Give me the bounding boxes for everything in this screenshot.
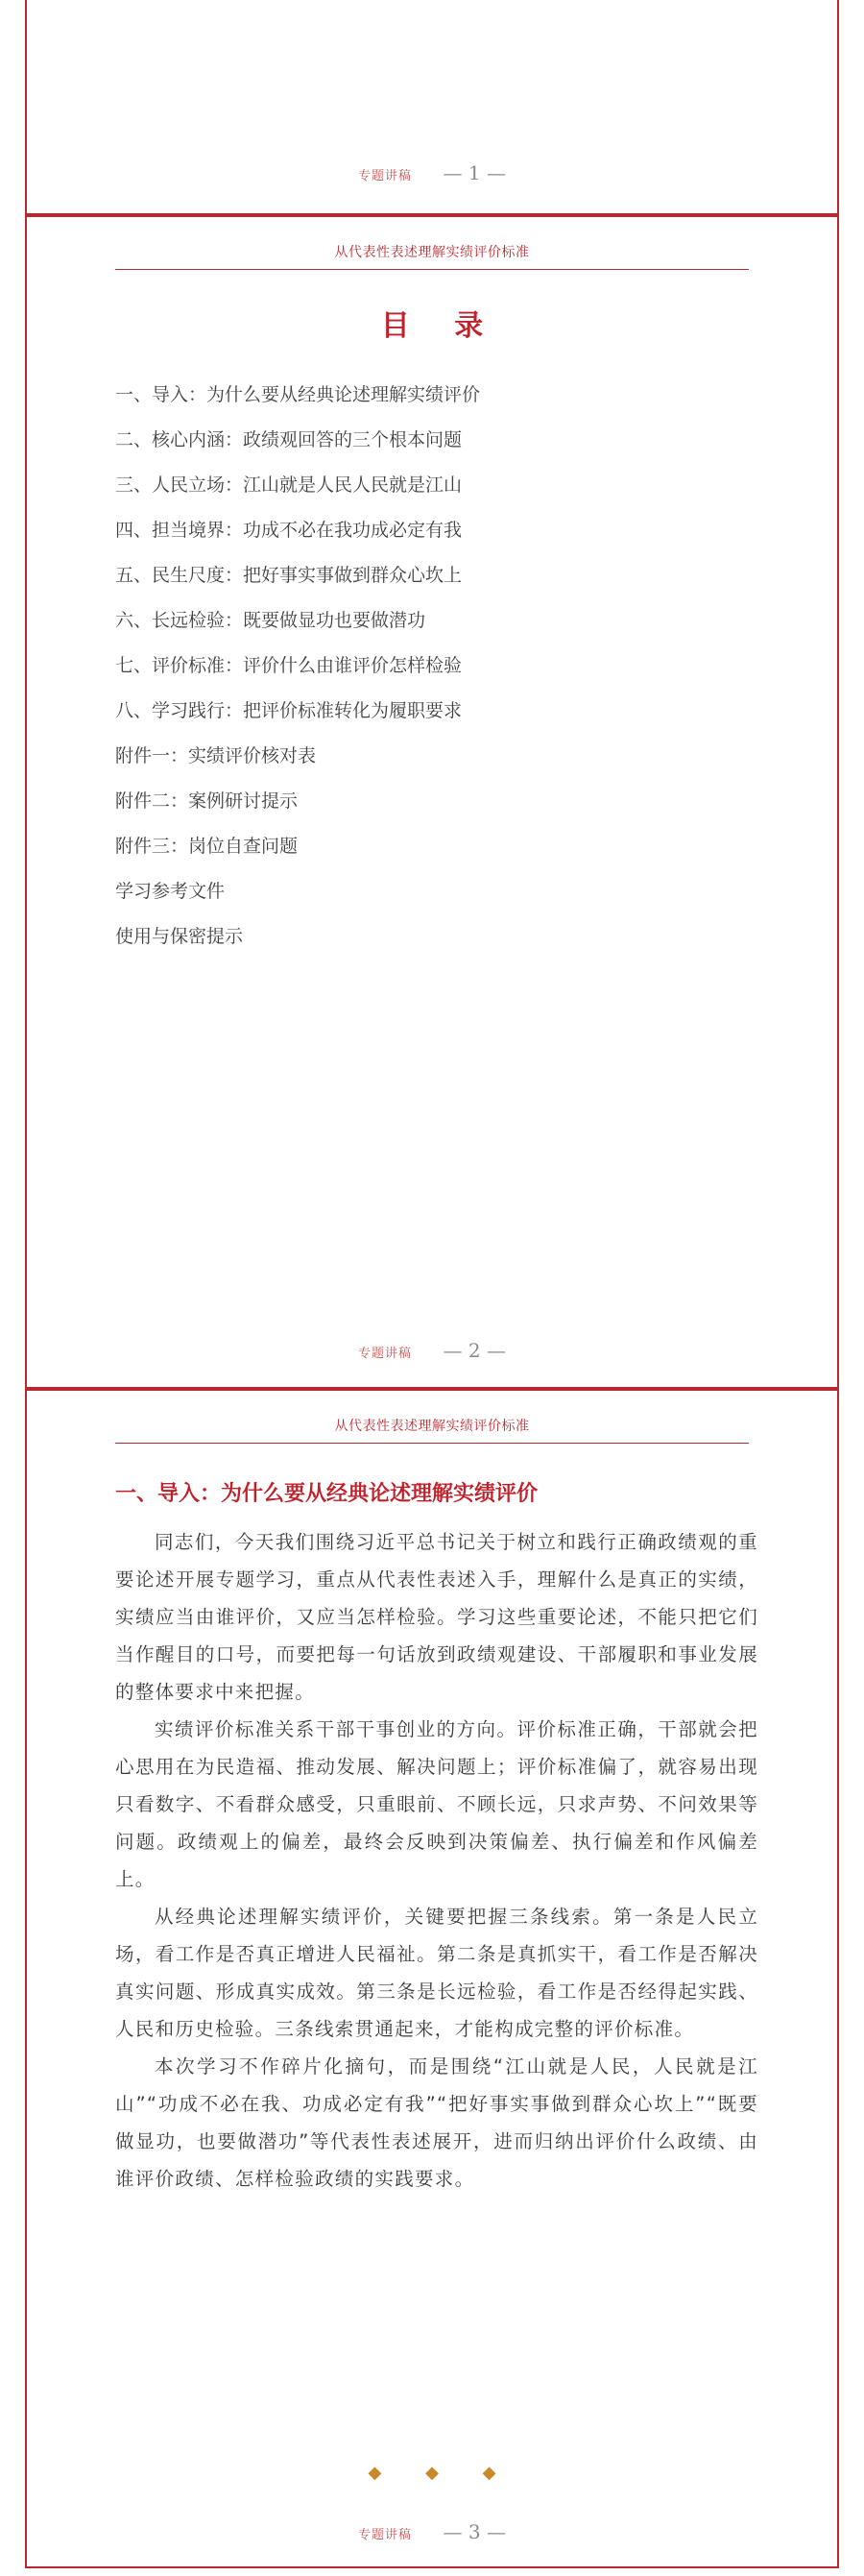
toc-item[interactable]: 八、学习践行：把评价标准转化为履职要求: [115, 700, 463, 721]
page-footer: [27, 1339, 837, 1362]
toc-item[interactable]: 五、民生尺度：把好事实事做到群众心坎上: [115, 565, 463, 586]
toc-item[interactable]: 使用与保密提示: [115, 926, 244, 947]
section-heading: 一、导入：为什么要从经典论述理解实绩评价: [115, 1482, 539, 1506]
page-number: — 1 —: [443, 161, 506, 184]
running-header: 从代表性表述理解实绩评价标准: [115, 1416, 749, 1444]
page-number: — 2 —: [443, 1339, 506, 1362]
toc-title: 目 录: [380, 309, 501, 343]
footer-label: 专题讲稿: [358, 2528, 413, 2542]
body-paragraph: 同志们，今天我们围绕习近平总书记关于树立和践行正确政绩观的重要论述开展专题学习，重点从代表性表述入手，理解什么是真正的实绩，实绩应当由谁评价，又应当怎样检验。学习这些重要论述，不能只把它们当作醒目的口号，而要把每一句话放到政绩观建设、干部履职和事业发展的整体要求中来把握。: [115, 1531, 758, 1703]
page-number: — 3 —: [443, 2520, 506, 2543]
page-footer: [27, 2520, 837, 2543]
toc-item[interactable]: 附件一：实绩评价核对表: [115, 745, 317, 766]
diamond-icon: ◆: [368, 2463, 382, 2483]
diamond-icon: ◆: [482, 2463, 496, 2483]
footer-label: 专题讲稿: [358, 1347, 413, 1361]
body-paragraph: 从经典论述理解实绩评价，关键要把握三条线索。第一条是人民立场，看工作是否真正增进人民福祉。第二条是真抓实干，看工作是否解决真实问题、形成真实成效。第三条是长远检验，看工作是否经得起实践、人民和历史检验。三条线索贯通起来，才能构成完整的评价标准。: [115, 1906, 758, 2040]
body-paragraph: 实绩评价标准关系干部干事创业的方向。评价标准正确，干部就会把心思用在为民造福、推动发展、解决问题上；评价标准偏了，就容易出现只看数字、不看群众感受，只重眼前、不顾长远，只求声势、不问效果等问题。政绩观上的偏差，最终会反映到决策偏差、执行偏差和作风偏差上。: [115, 1718, 758, 1890]
table-of-contents: [115, 373, 480, 960]
section-body: [115, 1523, 758, 2198]
toc-item[interactable]: 六、长远检验：既要做显功也要做潜功: [115, 610, 426, 631]
footer-label: 专题讲稿: [358, 169, 413, 183]
page-1: [25, 0, 839, 215]
toc-item[interactable]: 四、担当境界：功成不必在我功成必定有我: [115, 520, 463, 541]
toc-item[interactable]: 二、核心内涵：政绩观回答的三个根本问题: [115, 429, 463, 450]
toc-item[interactable]: 学习参考文件: [115, 881, 226, 902]
page-footer: [27, 161, 837, 184]
toc-item[interactable]: 附件二：案例研讨提示: [115, 790, 299, 812]
toc-item[interactable]: 一、导入：为什么要从经典论述理解实绩评价: [115, 384, 481, 405]
toc-item[interactable]: 附件三：岗位自查问题: [115, 836, 299, 857]
running-header: 从代表性表述理解实绩评价标准: [115, 242, 749, 270]
toc-item[interactable]: 七、评价标准：评价什么由谁评价怎样检验: [115, 655, 463, 676]
page-2: [25, 215, 839, 1389]
toc-item[interactable]: 三、人民立场：江山就是人民人民就是江山: [115, 474, 463, 496]
body-paragraph: 本次学习不作碎片化摘句，而是围绕“江山就是人民，人民就是江山”“功成不必在我、功成必定有我”“把好事实事做到群众心坎上”“既要做显功，也要做潜功”等代表性表述展开，进而归纳出评价什么政绩、由谁评价政绩、怎样检验政绩的实践要求。: [115, 2055, 758, 2190]
section-divider: [27, 2463, 837, 2483]
page-3: [25, 1389, 839, 2568]
diamond-icon: ◆: [425, 2463, 439, 2483]
